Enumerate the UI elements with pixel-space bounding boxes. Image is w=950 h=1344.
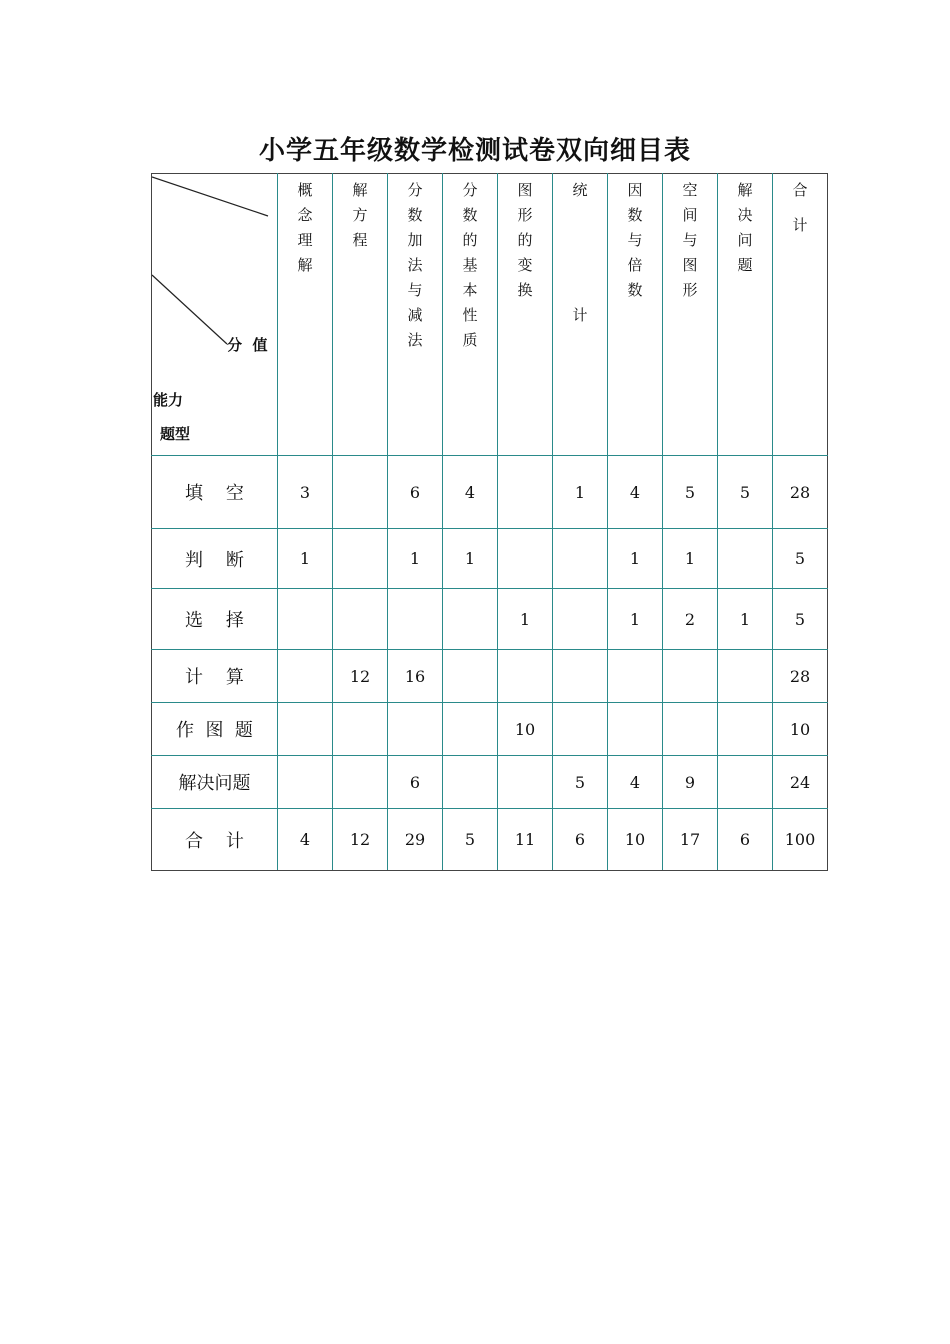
table-cell: 6 bbox=[388, 456, 443, 529]
table-cell: 1 bbox=[388, 529, 443, 589]
table-cell bbox=[718, 650, 773, 703]
table-cell bbox=[388, 703, 443, 756]
diagonal-lines bbox=[152, 174, 278, 456]
table-cell bbox=[333, 589, 388, 650]
table-cell: 24 bbox=[773, 756, 828, 809]
detail-table bbox=[151, 173, 828, 871]
table-cell: 4 bbox=[278, 809, 333, 871]
row-label: 合 计 bbox=[152, 809, 278, 871]
table-body bbox=[152, 456, 828, 871]
table-cell bbox=[278, 650, 333, 703]
table-cell: 12 bbox=[333, 809, 388, 871]
column-header-label: 概 念 理 解 bbox=[297, 181, 313, 274]
row-label: 作 图 题 bbox=[152, 703, 278, 756]
table-row bbox=[152, 529, 828, 589]
table-cell: 2 bbox=[663, 589, 718, 650]
table-cell: 10 bbox=[498, 703, 553, 756]
table-cell: 12 bbox=[333, 650, 388, 703]
table-cell: 6 bbox=[388, 756, 443, 809]
table-cell: 5 bbox=[718, 456, 773, 529]
row-label: 选 择 bbox=[152, 589, 278, 650]
table-cell: 6 bbox=[718, 809, 773, 871]
column-header-label: 分 数 的 基 本 性 质 bbox=[462, 181, 478, 349]
table-row bbox=[152, 456, 828, 529]
table-cell bbox=[718, 703, 773, 756]
column-header-label: 图 形 的 变 换 bbox=[517, 181, 533, 299]
table-cell bbox=[498, 650, 553, 703]
table-cell bbox=[663, 703, 718, 756]
table-cell bbox=[333, 456, 388, 529]
table-cell: 4 bbox=[443, 456, 498, 529]
table-cell bbox=[278, 589, 333, 650]
table-cell bbox=[443, 589, 498, 650]
page-title: 小学五年级数学检测试卷双向细目表 bbox=[258, 136, 691, 166]
column-header bbox=[278, 174, 333, 456]
column-header-label: 解 决 问 题 bbox=[737, 181, 753, 274]
column-header-label: 空 间 与 图 形 bbox=[682, 181, 698, 299]
table-row bbox=[152, 756, 828, 809]
table-row bbox=[152, 809, 828, 871]
table-cell bbox=[718, 756, 773, 809]
column-header bbox=[388, 174, 443, 456]
table-cell: 6 bbox=[553, 809, 608, 871]
table-cell bbox=[333, 529, 388, 589]
table-cell bbox=[608, 703, 663, 756]
row-label: 解决问题 bbox=[152, 756, 278, 809]
corner-type-label: 题型 bbox=[160, 425, 191, 443]
table-cell bbox=[278, 703, 333, 756]
table-cell: 4 bbox=[608, 756, 663, 809]
column-header bbox=[773, 174, 828, 456]
table-cell: 10 bbox=[773, 703, 828, 756]
header-row bbox=[152, 174, 828, 456]
column-header-label: 因 数 与 倍 数 bbox=[627, 181, 643, 299]
column-header bbox=[718, 174, 773, 456]
column-header-label: 合 计 bbox=[792, 181, 808, 234]
table-cell: 1 bbox=[498, 589, 553, 650]
table-cell: 9 bbox=[663, 756, 718, 809]
column-header bbox=[553, 174, 608, 456]
table-cell: 1 bbox=[608, 589, 663, 650]
row-label: 填 空 bbox=[152, 456, 278, 529]
column-header bbox=[608, 174, 663, 456]
column-header bbox=[663, 174, 718, 456]
table-row bbox=[152, 650, 828, 703]
table-cell bbox=[443, 650, 498, 703]
table-cell: 16 bbox=[388, 650, 443, 703]
table-cell bbox=[443, 703, 498, 756]
table-cell: 28 bbox=[773, 456, 828, 529]
table-cell: 1 bbox=[718, 589, 773, 650]
column-header bbox=[333, 174, 388, 456]
table-cell: 17 bbox=[663, 809, 718, 871]
table-cell bbox=[608, 650, 663, 703]
table-cell: 1 bbox=[663, 529, 718, 589]
table-cell: 5 bbox=[553, 756, 608, 809]
table-cell bbox=[498, 756, 553, 809]
corner-value-label: 分 值 bbox=[227, 336, 268, 354]
table-cell bbox=[443, 756, 498, 809]
table-cell: 4 bbox=[608, 456, 663, 529]
corner-ability-label: 能力 bbox=[153, 391, 184, 409]
table-cell: 1 bbox=[443, 529, 498, 589]
table-cell bbox=[333, 703, 388, 756]
column-header-label: 统 计 bbox=[572, 181, 588, 324]
table-row bbox=[152, 703, 828, 756]
table-cell bbox=[498, 529, 553, 589]
table-cell: 100 bbox=[773, 809, 828, 871]
table-cell: 1 bbox=[608, 529, 663, 589]
table-cell bbox=[718, 529, 773, 589]
table-cell: 1 bbox=[278, 529, 333, 589]
table-cell bbox=[388, 589, 443, 650]
table-cell bbox=[553, 589, 608, 650]
column-header bbox=[443, 174, 498, 456]
table-cell: 5 bbox=[773, 589, 828, 650]
table-cell: 29 bbox=[388, 809, 443, 871]
table-cell bbox=[498, 456, 553, 529]
table-row bbox=[152, 589, 828, 650]
column-header-label: 解 方 程 bbox=[352, 181, 368, 249]
table-cell: 5 bbox=[773, 529, 828, 589]
table-cell: 3 bbox=[278, 456, 333, 529]
column-header-label: 分 数 加 法 与 减 法 bbox=[407, 181, 423, 349]
table-cell bbox=[553, 650, 608, 703]
table-cell bbox=[553, 703, 608, 756]
table-cell: 1 bbox=[553, 456, 608, 529]
table-cell: 5 bbox=[663, 456, 718, 529]
row-label: 判 断 bbox=[152, 529, 278, 589]
corner-cell bbox=[152, 174, 278, 456]
table-cell bbox=[278, 756, 333, 809]
table-cell bbox=[553, 529, 608, 589]
table-cell: 5 bbox=[443, 809, 498, 871]
row-label: 计 算 bbox=[152, 650, 278, 703]
table-cell: 10 bbox=[608, 809, 663, 871]
table-cell bbox=[333, 756, 388, 809]
table-cell: 28 bbox=[773, 650, 828, 703]
table-cell: 11 bbox=[498, 809, 553, 871]
column-header bbox=[498, 174, 553, 456]
table-cell bbox=[663, 650, 718, 703]
